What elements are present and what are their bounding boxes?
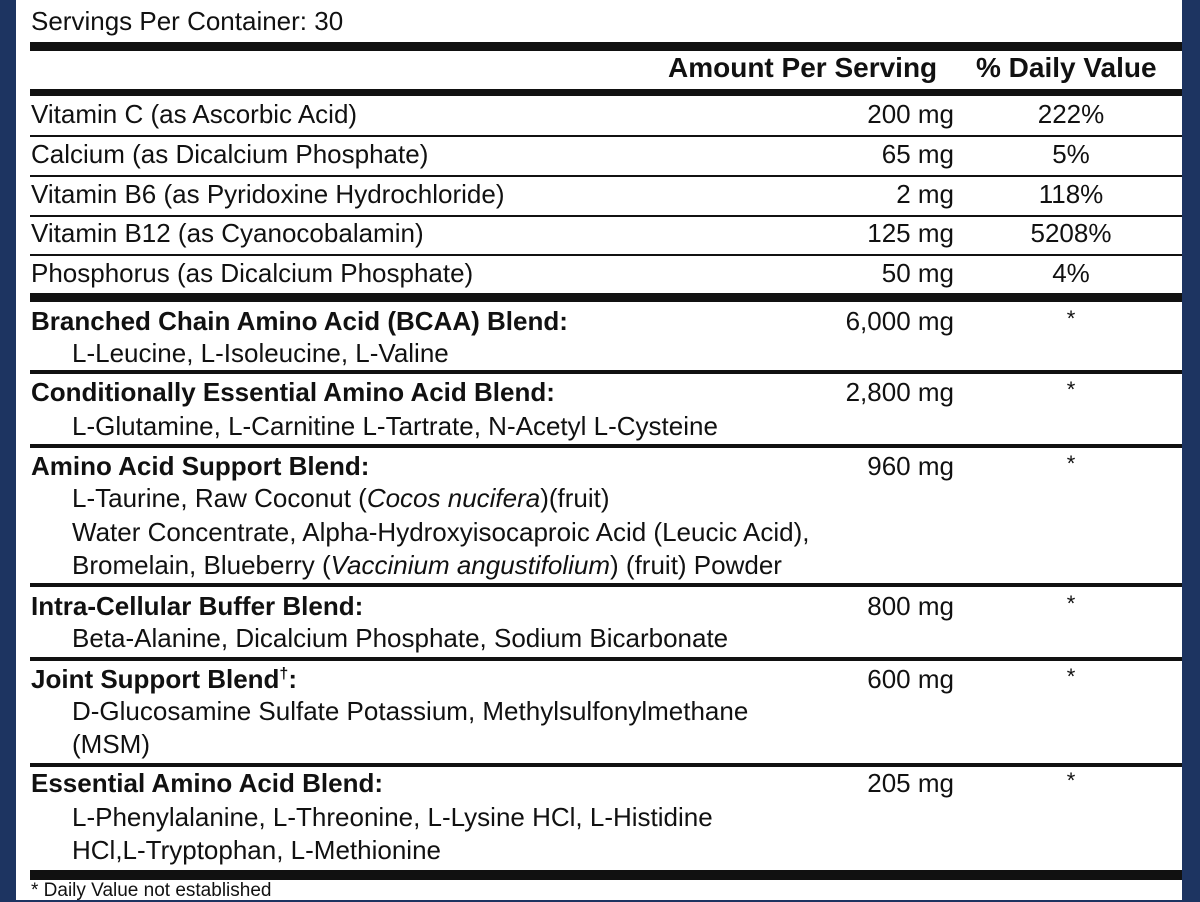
- blend-rule: [30, 370, 1182, 374]
- blend-dv: *: [1066, 591, 1076, 616]
- row-divider: [30, 135, 1182, 137]
- blend-name: Essential Amino Acid Blend:: [31, 768, 384, 798]
- daily-value-header: % Daily Value: [976, 52, 1157, 83]
- nutrient-amount: 65 mg: [881, 139, 954, 169]
- nutrient-dv: 5%: [1052, 139, 1090, 169]
- blend-rule: [30, 583, 1182, 587]
- footnote: * Daily Value not established: [31, 880, 272, 901]
- ingredient-text: )(fruit): [540, 483, 610, 513]
- ingredient-text: L-Taurine, Raw Coconut (: [72, 483, 367, 513]
- nutrient-dv: 118%: [1038, 179, 1104, 209]
- blend-amount: 800 mg: [867, 591, 954, 621]
- amount-per-serving-header: Amount Per Serving: [668, 52, 938, 83]
- blend-dv: *: [1066, 664, 1076, 689]
- nutrient-name: Phosphorus (as Dicalcium Phosphate): [31, 258, 474, 288]
- blend-name: Amino Acid Support Blend:: [31, 451, 370, 481]
- nutrient-name: Vitamin B12 (as Cyanocobalamin): [31, 218, 424, 248]
- blend-ingredients: [72, 483, 610, 514]
- row-divider: [30, 215, 1182, 217]
- blend-dv: *: [1066, 377, 1076, 402]
- nutrient-name: Vitamin C (as Ascorbic Acid): [31, 99, 358, 129]
- thick-rule: [30, 293, 1182, 302]
- row-divider: [30, 254, 1182, 256]
- nutrient-dv: 4%: [1052, 258, 1090, 288]
- row-divider: [30, 175, 1182, 177]
- nutrient-amount: 200 mg: [867, 99, 954, 129]
- dagger-mark: †: [279, 665, 289, 683]
- ingredient-text: ) (fruit) Powder: [610, 550, 782, 580]
- blend-amount: 205 mg: [867, 768, 954, 798]
- botanical-name: Cocos nucifera: [366, 483, 541, 513]
- blend-ingredients: L-Glutamine, L-Carnitine L-Tartrate, N-Acetyl L-Cysteine: [72, 411, 718, 441]
- blend-amount: 6,000 mg: [845, 306, 954, 336]
- blend-name: Intra-Cellular Buffer Blend:: [31, 591, 364, 621]
- blend-name: [31, 664, 297, 695]
- blend-ingredients: Water Concentrate, Alpha-Hydroxyisocaproic Acid (Leucic Acid),: [72, 517, 810, 547]
- nutrient-name: Vitamin B6 (as Pyridoxine Hydrochloride): [31, 179, 505, 209]
- nutrient-dv: 222%: [1037, 99, 1105, 129]
- blend-name-text: Joint Support Blend: [31, 664, 280, 694]
- blend-dv: *: [1066, 306, 1076, 331]
- nutrient-name: Calcium (as Dicalcium Phosphate): [31, 139, 429, 169]
- ingredient-text: Bromelain, Blueberry (: [72, 550, 331, 580]
- blend-ingredients: L-Leucine, L-Isoleucine, L-Valine: [72, 338, 449, 368]
- nutrient-amount: 50 mg: [881, 258, 954, 288]
- blend-rule: [30, 444, 1182, 448]
- blend-name: Conditionally Essential Amino Acid Blend:: [31, 377, 555, 407]
- nutrient-amount: 125 mg: [867, 218, 954, 248]
- blend-rule: [30, 657, 1182, 661]
- blend-name-colon: :: [288, 664, 297, 694]
- nutrient-dv: 5208%: [1030, 218, 1112, 248]
- thick-rule: [30, 870, 1182, 880]
- medium-rule: [30, 89, 1182, 96]
- blend-amount: 2,800 mg: [845, 377, 954, 407]
- blend-ingredients: [72, 550, 782, 581]
- blend-ingredients: Beta-Alanine, Dicalcium Phosphate, Sodium Bicarbonate: [72, 623, 729, 653]
- blend-ingredients: (MSM): [72, 729, 150, 759]
- supplement-facts-panel: [16, 0, 1182, 900]
- blend-ingredients: L-Phenylalanine, L-Threonine, L-Lysine HCl, L-Histidine: [72, 802, 713, 832]
- servings-per-container: Servings Per Container: 30: [31, 6, 344, 36]
- thick-rule: [30, 42, 1182, 51]
- blend-amount: 960 mg: [867, 451, 954, 481]
- blend-dv: *: [1066, 768, 1076, 793]
- blend-ingredients: HCl,L-Tryptophan, L-Methionine: [72, 835, 441, 865]
- blend-ingredients: D-Glucosamine Sulfate Potassium, Methylsulfonylmethane: [72, 696, 749, 726]
- blend-dv: *: [1066, 451, 1076, 476]
- nutrient-amount: 2 mg: [896, 179, 954, 209]
- blend-name: Branched Chain Amino Acid (BCAA) Blend:: [31, 306, 568, 336]
- botanical-name: Vaccinium angustifolium: [330, 550, 611, 580]
- blend-amount: 600 mg: [867, 664, 954, 694]
- blend-rule: [30, 763, 1182, 767]
